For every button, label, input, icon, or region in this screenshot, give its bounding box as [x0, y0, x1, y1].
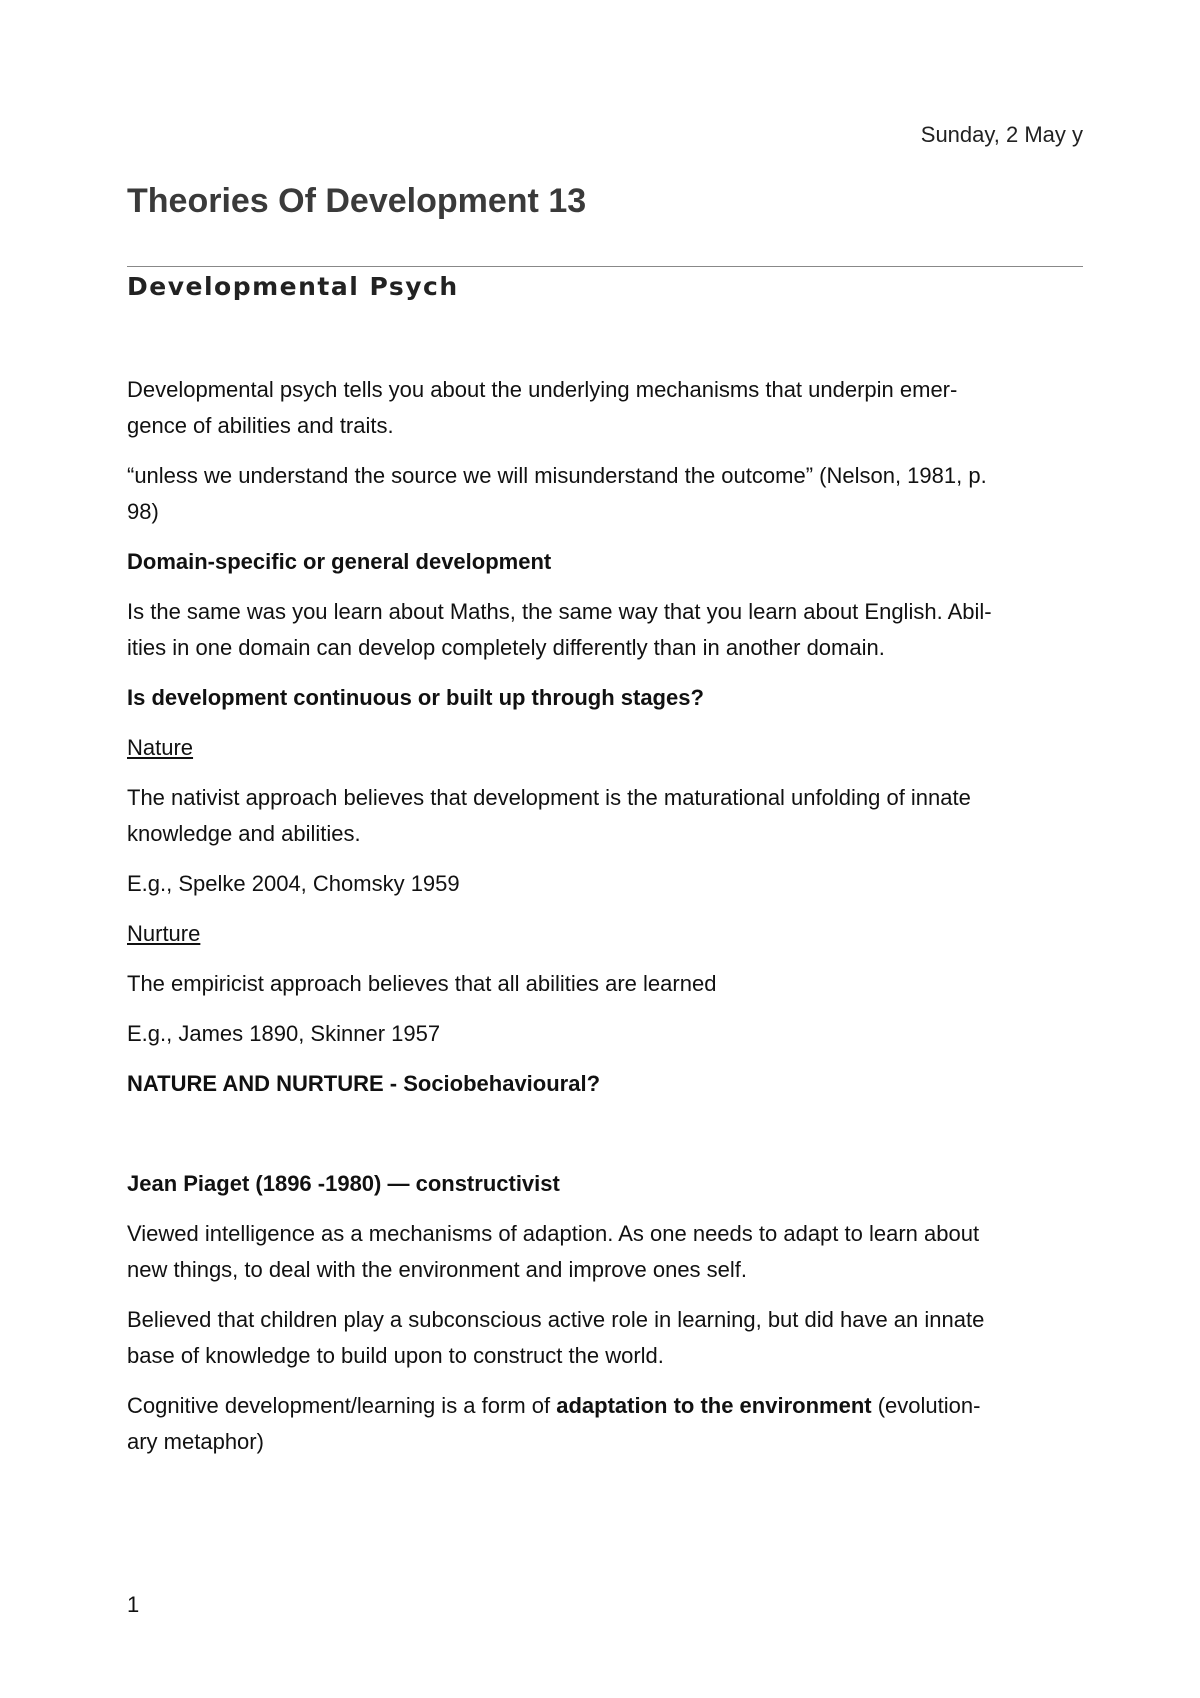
- section-spacer: [127, 1116, 1083, 1166]
- paragraph-nurture-examples: E.g., James 1890, Skinner 1957: [127, 1021, 441, 1046]
- paragraph-intelligence: [127, 1216, 1083, 1288]
- document-title: Theories Of Development 13: [127, 182, 587, 220]
- heading-domain-specific: Domain-specific or general development: [127, 549, 552, 574]
- paragraph-domain-line1: Is the same was you learn about Maths, the same way that you learn about English. Abil-: [127, 599, 992, 624]
- paragraph-children-role-line2: base of knowledge to build upon to construct the world.: [127, 1343, 664, 1368]
- title-divider: [127, 266, 1083, 267]
- paragraph-empiricist: The empiricist approach believes that all abilities are learned: [127, 971, 717, 996]
- heading-continuous: Is development continuous or built up through stages?: [127, 685, 704, 710]
- subheading-nurture: Nurture: [127, 921, 201, 946]
- heading-nature-and-nurture: NATURE AND NURTURE - Sociobehavioural?: [127, 1071, 601, 1096]
- paragraph-intelligence-line1: Viewed intelligence as a mechanisms of adaption. As one needs to adapt to learn about: [127, 1221, 980, 1246]
- document-body: [127, 372, 1083, 1474]
- document-subtitle: Developmental Psych: [127, 272, 459, 301]
- subheading-nature: Nature: [127, 735, 194, 760]
- page-number: 1: [127, 1592, 140, 1617]
- paragraph-adaptation-pre: Cognitive development/learning is a form of: [127, 1393, 557, 1418]
- paragraph-quote-line2: 98): [127, 499, 159, 524]
- paragraph-domain: [127, 594, 1083, 666]
- paragraph-adaptation-bold: adaptation to the environment: [556, 1393, 872, 1418]
- paragraph-adaptation: [127, 1388, 1083, 1460]
- paragraph-nativist-line1: The nativist approach believes that development is the maturational unfolding of innate: [127, 785, 971, 810]
- paragraph-intelligence-line2: new things, to deal with the environment and improve ones self.: [127, 1257, 748, 1282]
- paragraph-children-role: [127, 1302, 1083, 1374]
- paragraph-quote-line1: “unless we understand the source we will misunderstand the outcome” (Nelson, 1981, p.: [127, 463, 987, 488]
- paragraph-intro: [127, 372, 1083, 444]
- paragraph-children-role-line1: Believed that children play a subconscious active role in learning, but did have an innate: [127, 1307, 985, 1332]
- paragraph-adaptation-post: (evolution-: [871, 1393, 981, 1418]
- paragraph-domain-line2: ities in one domain can develop completely differently than in another domain.: [127, 635, 885, 660]
- heading-piaget: Jean Piaget (1896 -1980) — constructivist: [127, 1171, 560, 1196]
- paragraph-intro-line2: gence of abilities and traits.: [127, 413, 394, 438]
- paragraph-intro-line1: Developmental psych tells you about the underlying mechanisms that underpin emer-: [127, 377, 958, 402]
- paragraph-quote: [127, 458, 1083, 530]
- paragraph-adaptation-line2: ary metaphor): [127, 1429, 264, 1454]
- document-date: Sunday, 2 May y: [920, 122, 1083, 147]
- paragraph-nativist-line2: knowledge and abilities.: [127, 821, 361, 846]
- paragraph-nature-examples: E.g., Spelke 2004, Chomsky 1959: [127, 871, 460, 896]
- paragraph-nativist: [127, 780, 1083, 852]
